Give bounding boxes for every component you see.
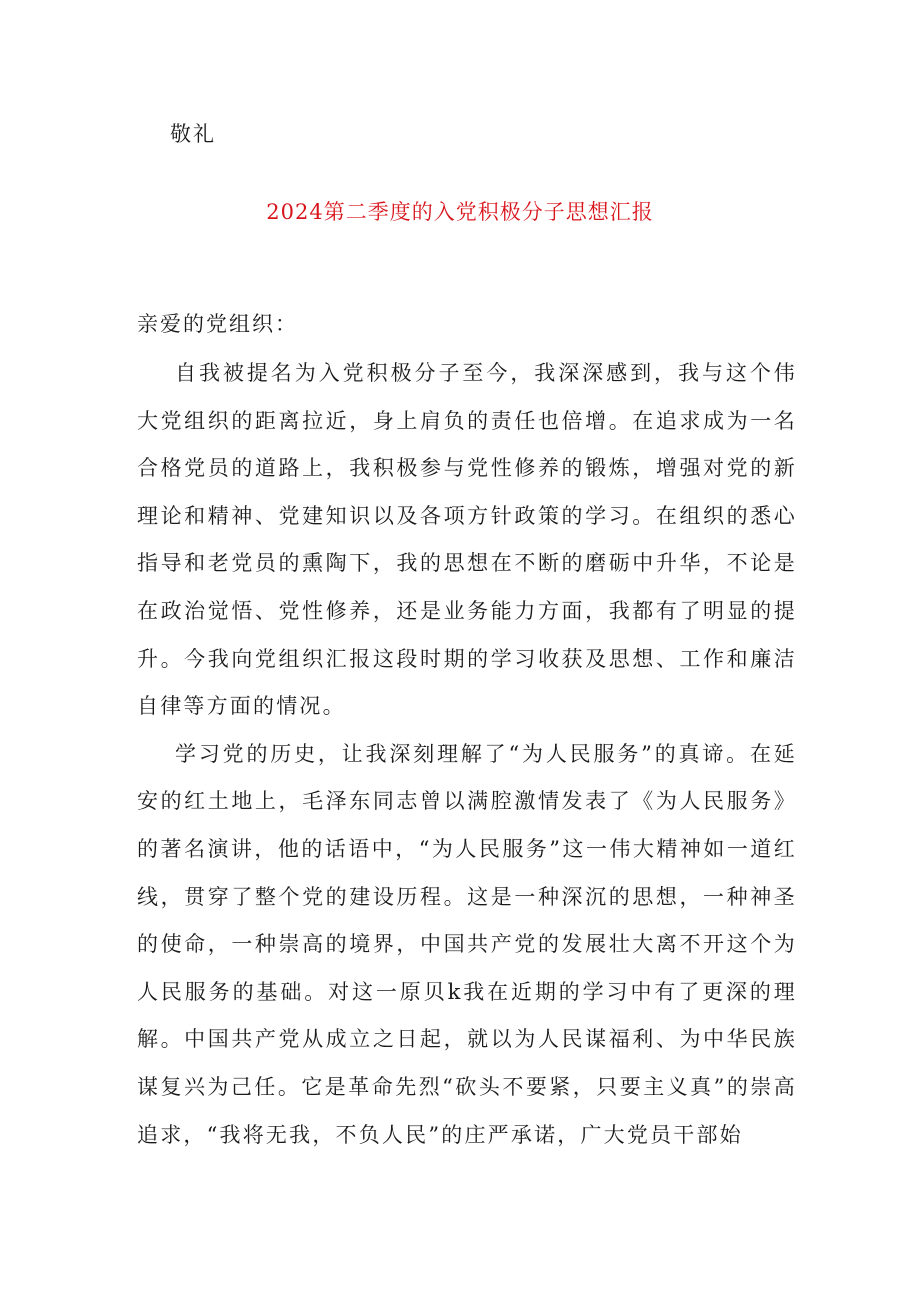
document-title: 2024第二季度的入党积极分子思想汇报 [266,200,654,224]
salutation: 亲爱的党组织： [137,312,298,336]
paragraph-2: 学习党的历史，让我深刻理解了“为人民服务”的真谛。在延安的红土地上，毛泽东同志曾以满腔激情发表了《为人民服务》的著名演讲，他的话语中，“为人民服务”这一伟大精神如一道红线，贯穿了整个党的建设历程。这是一种深沉的思想，一种神圣的使命，一种崇高的境界，中国共产党的发展壮大离不开这个为人民服务的基础。对这一原贝k我在近期的学习中有了更深的理解。中国共产党从成立之日起，就以为人民谋福利、为中华民族谋复兴为己任。它是革命先烈“砍头不要紧，只要主义真”的崇高追求，“我将无我，不负人民”的庄严承诺，广大党员干部始 [137,741,797,1147]
closing-salutation: 敬礼 [170,122,216,146]
paragraph-1: 自我被提名为入党积极分子至今，我深深感到，我与这个伟大党组织的距离拉近，身上肩负的责任也倍增。在追求成为一名合格党员的道路上，我积极参与党性修养的锻炼，增强对党的新理论和精神、党建知识以及各项方针政策的学习。在组织的悉心指导和老党员的熏陶下，我的思想在不断的磨砺中升华，不论是在政治觉悟、党性修养，还是业务能力方面，我都有了明显的提升。今我向党组织汇报这段时期的学习收获及思想、工作和廉洁自律等方面的情况。 [137,361,797,719]
body-text [137,350,797,1159]
